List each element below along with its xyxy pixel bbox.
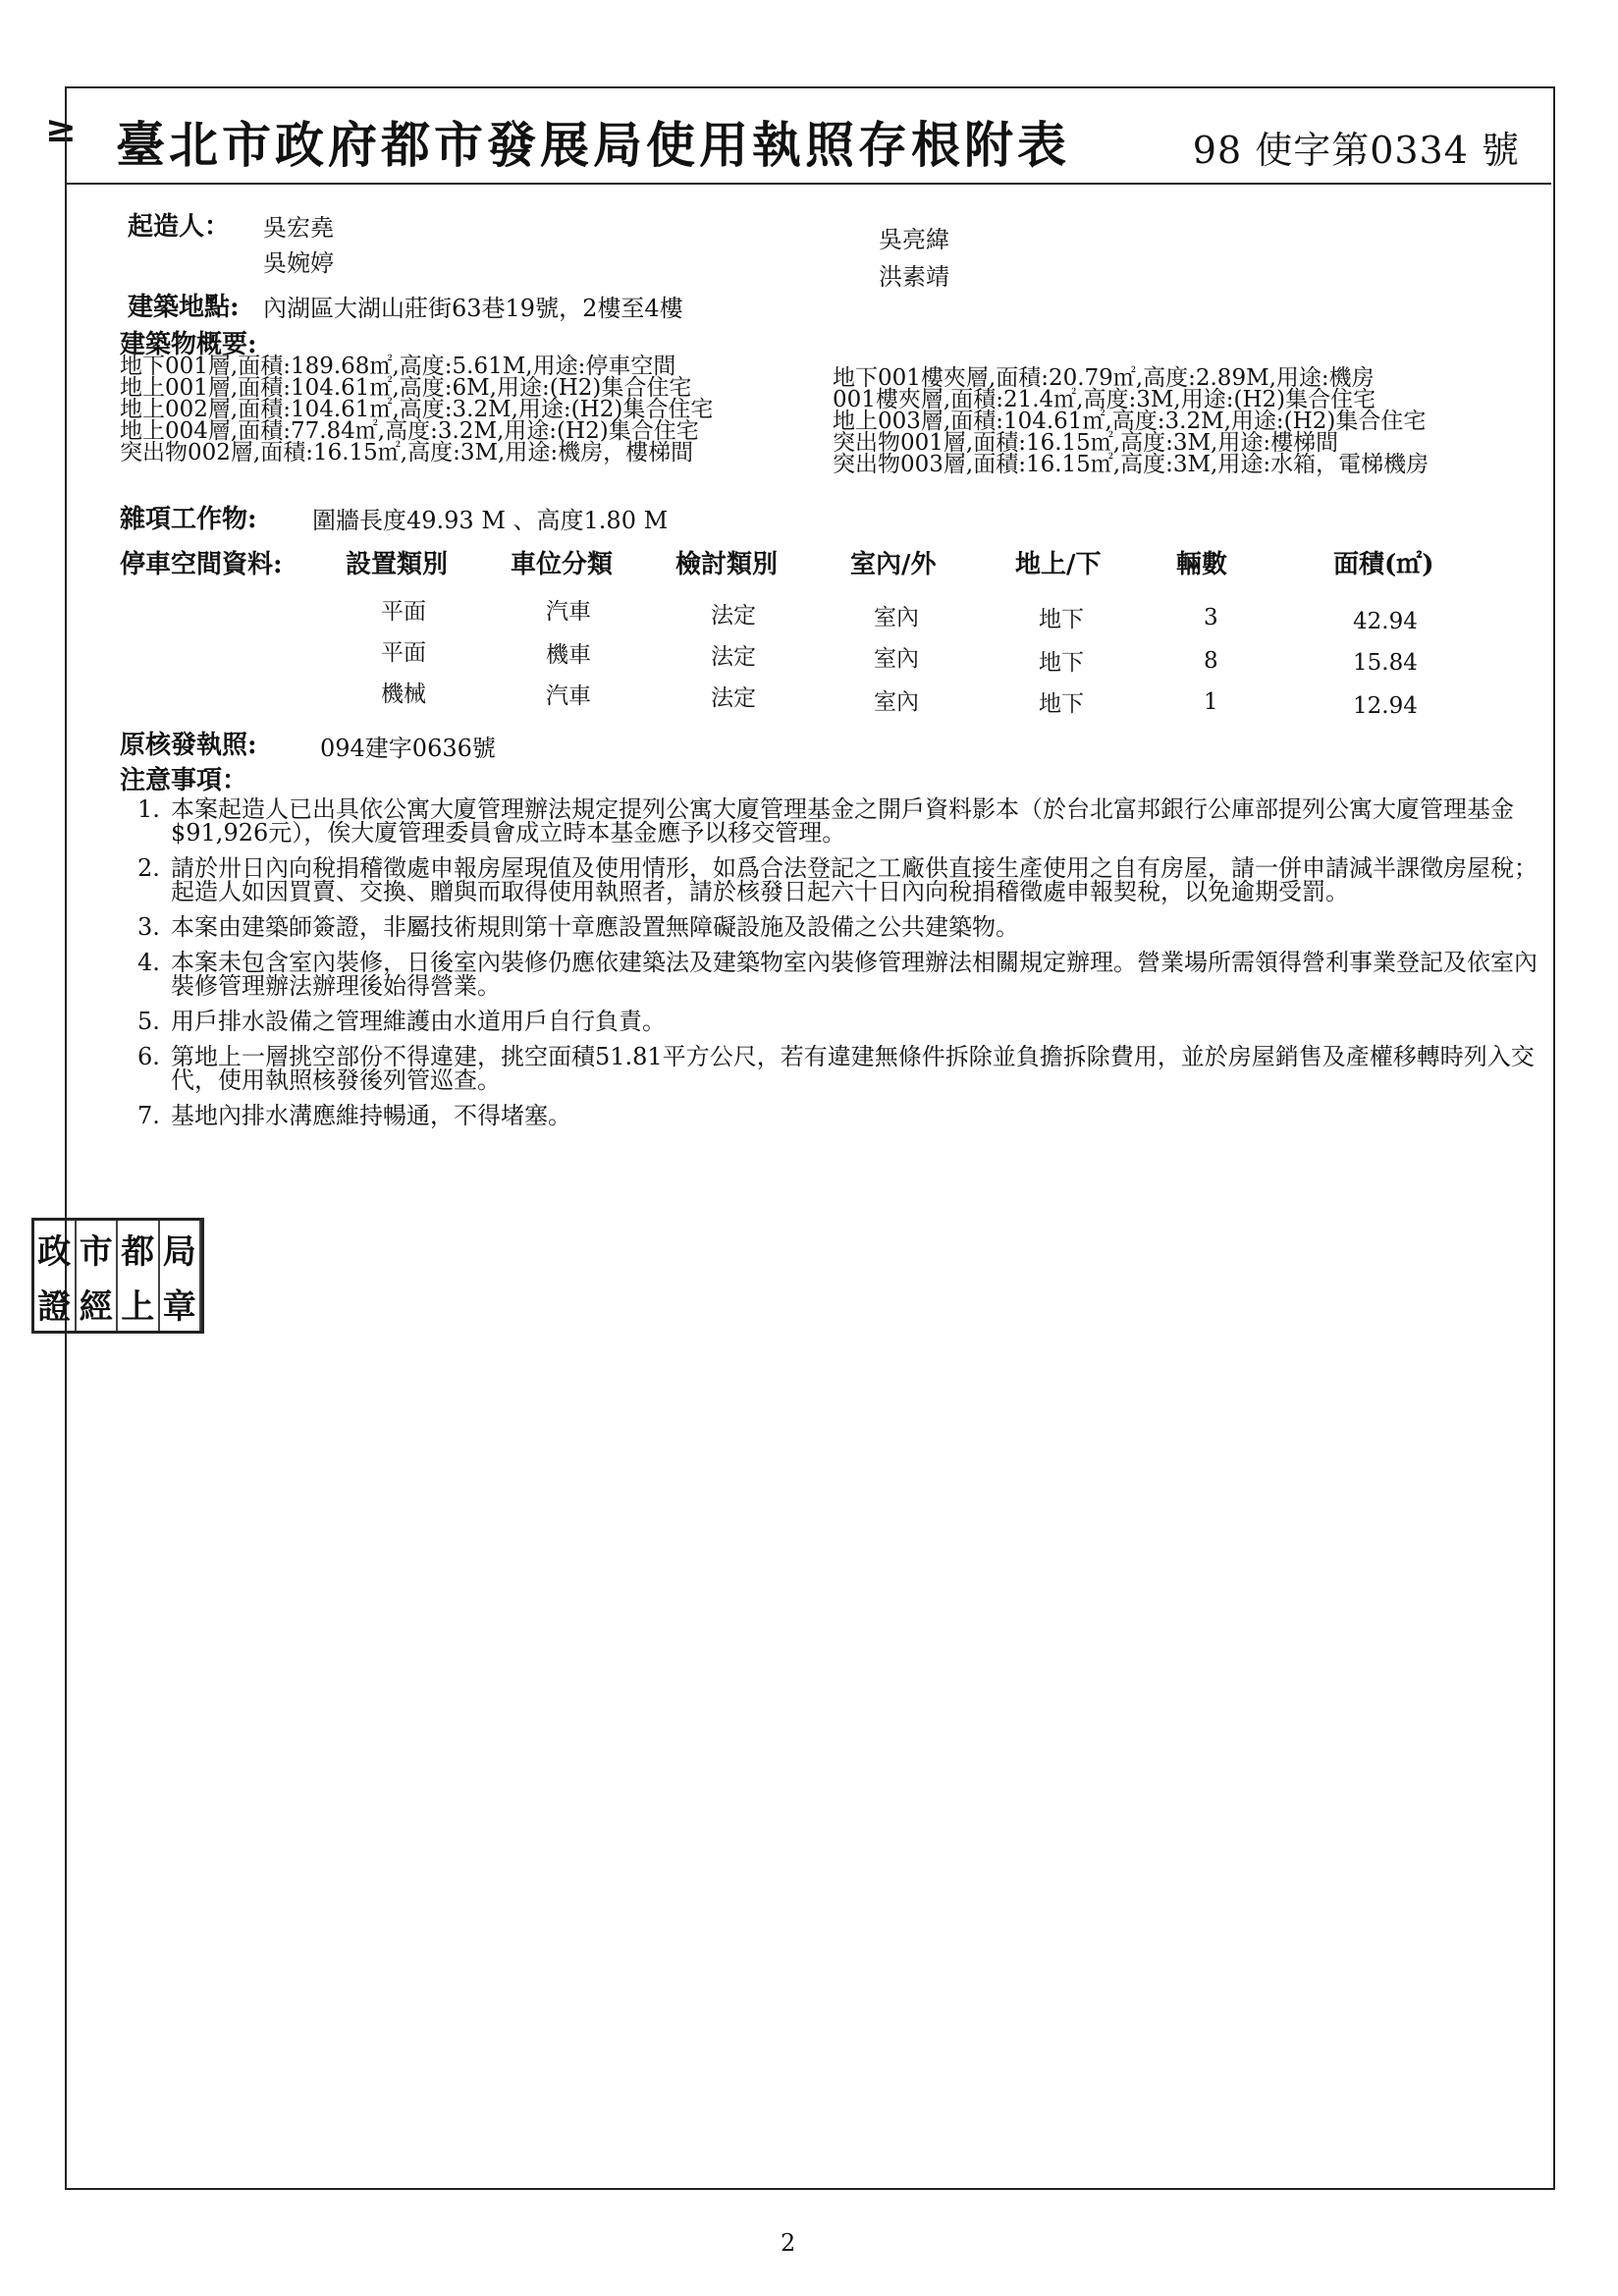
parking-cell: 平面 xyxy=(381,599,426,625)
note-text: 用戶排水設備之管理維護由水道用戶自行負責。 xyxy=(171,1008,666,1035)
parking-cell: 法定 xyxy=(711,644,756,670)
parking-col-header: 室內/外 xyxy=(850,550,937,579)
floor-entry: 地上003層,面積:104.61㎡,高度:3.2M,用途:(H2)集合住宅 xyxy=(833,409,1427,434)
note-text: 本案起造人已出具依公寓大廈管理辦法規定提列公寓大廈管理基金之開戶資料影本（於台北富邦銀行公庫部提列公寓大廈管理基金$91,926元），俟大廈管理委員會成立時本基金應予以移交管理。 xyxy=(171,795,1514,847)
applicant-name: 吳婉婷 xyxy=(263,249,334,277)
note-text: 第地上一層挑空部份不得違建，挑空面積51.81平方公尺，若有違建無條件拆除並負擔拆除費用，並於房屋銷售及產權移轉時列入交代，使用執照核發後列管巡查。 xyxy=(171,1043,1535,1094)
parking-col-header: 地上/下 xyxy=(1015,550,1102,579)
misc-work-value: 圍牆長度49.93 M 、高度1.80 M xyxy=(312,507,669,534)
parking-cell: 室內 xyxy=(874,689,919,715)
parking-col-header: 面積(㎡) xyxy=(1333,550,1434,579)
building-summary-label: 建築物概要: xyxy=(120,330,257,359)
notes-list xyxy=(130,797,1543,1139)
parking-cell: 12.94 xyxy=(1353,693,1418,719)
parking-col-header: 檢討類別 xyxy=(675,550,779,579)
official-seal xyxy=(31,1218,204,1334)
parking-cell: 室內 xyxy=(874,605,919,630)
original-license-label: 原核發執照: xyxy=(120,731,257,760)
note-number: 5. xyxy=(137,1008,160,1035)
note-number: 4. xyxy=(137,949,160,976)
parking-cell: 15.84 xyxy=(1353,650,1418,676)
parking-cell: 機車 xyxy=(546,642,591,668)
note-text: 基地內排水溝應維持暢通，不得堵塞。 xyxy=(171,1102,571,1129)
parking-cell: 地下 xyxy=(1039,650,1084,676)
applicant-name: 洪素靖 xyxy=(879,263,949,291)
seal-char: 政 xyxy=(34,1221,77,1276)
page-number: 2 xyxy=(781,2229,796,2257)
building-floors-right xyxy=(833,367,1429,475)
seal-char: 市 xyxy=(77,1221,119,1276)
parking-cell: 42.94 xyxy=(1353,609,1418,634)
parking-cell: 8 xyxy=(1204,648,1218,674)
list-item xyxy=(130,1045,1543,1092)
parking-cell: 汽車 xyxy=(546,683,591,709)
note-number: 7. xyxy=(137,1102,160,1129)
building-floors-left xyxy=(120,355,713,464)
parking-cell: 1 xyxy=(1204,689,1218,715)
seal-char: 證 xyxy=(34,1276,77,1331)
seal-char: 章 xyxy=(160,1276,202,1331)
parking-col-header: 設置類別 xyxy=(346,550,449,579)
title-bar xyxy=(65,86,1551,185)
original-license-value: 094建字0636號 xyxy=(320,735,496,762)
seal-char: 上 xyxy=(118,1276,160,1331)
note-text: 請於卅日內向稅捐稽徵處申報房屋現值及使用情形，如爲合法登記之工廠供直接生產使用之自有房屋，請一併申請減半課徵房屋稅；起造人如因買賣、交換、贈與而取得使用執照者，請於核發日起六十日內向稅捐稽徵處申報契稅，以免逾期受罰。 xyxy=(171,854,1537,905)
floor-entry: 突出物003層,面積:16.15㎡,高度:3M,用途:水箱，電梯機房 xyxy=(833,452,1429,477)
parking-col-header: 輛數 xyxy=(1176,550,1228,579)
list-item xyxy=(130,856,1543,903)
applicants-label: 起造人： xyxy=(128,212,231,242)
floor-entry: 突出物002層,面積:16.15㎡,高度:3M,用途:機房，樓梯間 xyxy=(120,440,694,465)
seal-char: 局 xyxy=(160,1221,202,1276)
floor-entry: 地下001樓夾層,面積:20.79㎡,高度:2.89M,用途:機房 xyxy=(833,365,1375,391)
misc-work-label: 雜項工作物: xyxy=(120,505,257,534)
parking-cell: 機械 xyxy=(381,682,426,707)
parking-cell: 法定 xyxy=(711,603,756,629)
seal-char: 經 xyxy=(77,1276,119,1331)
note-text: 本案由建築師簽證，非屬技術規則第十章應設置無障礙設施及設備之公共建築物。 xyxy=(171,913,1019,941)
note-number: 3. xyxy=(137,913,160,941)
permit-number: 98 使字第0334 號 xyxy=(1192,129,1520,172)
seal-char: 都 xyxy=(118,1221,160,1276)
parking-cell: 汽車 xyxy=(546,599,591,625)
list-item xyxy=(130,1010,1543,1033)
floor-entry: 突出物001層,面積:16.15㎡,高度:3M,用途:樓梯間 xyxy=(833,430,1339,456)
note-number: 6. xyxy=(137,1043,160,1070)
floor-entry: 地下001層,面積:189.68㎡,高度:5.61M,用途:停車空間 xyxy=(120,354,676,379)
site-label: 建築地點: xyxy=(128,293,240,322)
note-text: 本案未包含室內裝修，日後室內裝修仍應依建築法及建築物室內裝修管理辦法相關規定辦理。營業場所需領得營利事業登記及依室內裝修管理辦法辦理後始得營業。 xyxy=(171,949,1537,1000)
parking-col-header: 車位分類 xyxy=(511,550,614,579)
notes-label: 注意事項： xyxy=(120,766,248,795)
document-title: 臺北市政府都市發展局使用執照存根附表 xyxy=(116,116,1070,174)
parking-cell: 平面 xyxy=(381,640,426,666)
floor-entry: 001樓夾層,面積:21.4㎡,高度:3M,用途:(H2)集合住宅 xyxy=(833,387,1376,412)
parking-label: 停車空間資料: xyxy=(120,550,283,579)
note-number: 1. xyxy=(137,795,160,823)
note-number: 2. xyxy=(137,854,160,882)
list-item xyxy=(130,1104,1543,1127)
parking-cell: 3 xyxy=(1204,605,1218,630)
margin-mark: ≥ xyxy=(45,106,77,150)
list-item xyxy=(130,951,1543,998)
list-item xyxy=(130,915,1543,939)
parking-cell: 地下 xyxy=(1039,691,1084,717)
list-item xyxy=(130,797,1543,845)
parking-cell: 室內 xyxy=(874,646,919,672)
applicant-name: 吳宏堯 xyxy=(263,214,334,242)
floor-entry: 地上002層,面積:104.61㎡,高度:3.2M,用途:(H2)集合住宅 xyxy=(120,397,714,422)
floor-entry: 地上004層,面積:77.84㎡,高度:3.2M,用途:(H2)集合住宅 xyxy=(120,418,699,444)
floor-entry: 地上001層,面積:104.61㎡,高度:6M,用途:(H2)集合住宅 xyxy=(120,375,692,401)
parking-cell: 地下 xyxy=(1039,607,1084,632)
applicant-name: 吳亮緯 xyxy=(879,226,949,253)
parking-cell: 法定 xyxy=(711,685,756,711)
site-address: 內湖區大湖山莊街63巷19號，2樓至4樓 xyxy=(263,295,683,322)
